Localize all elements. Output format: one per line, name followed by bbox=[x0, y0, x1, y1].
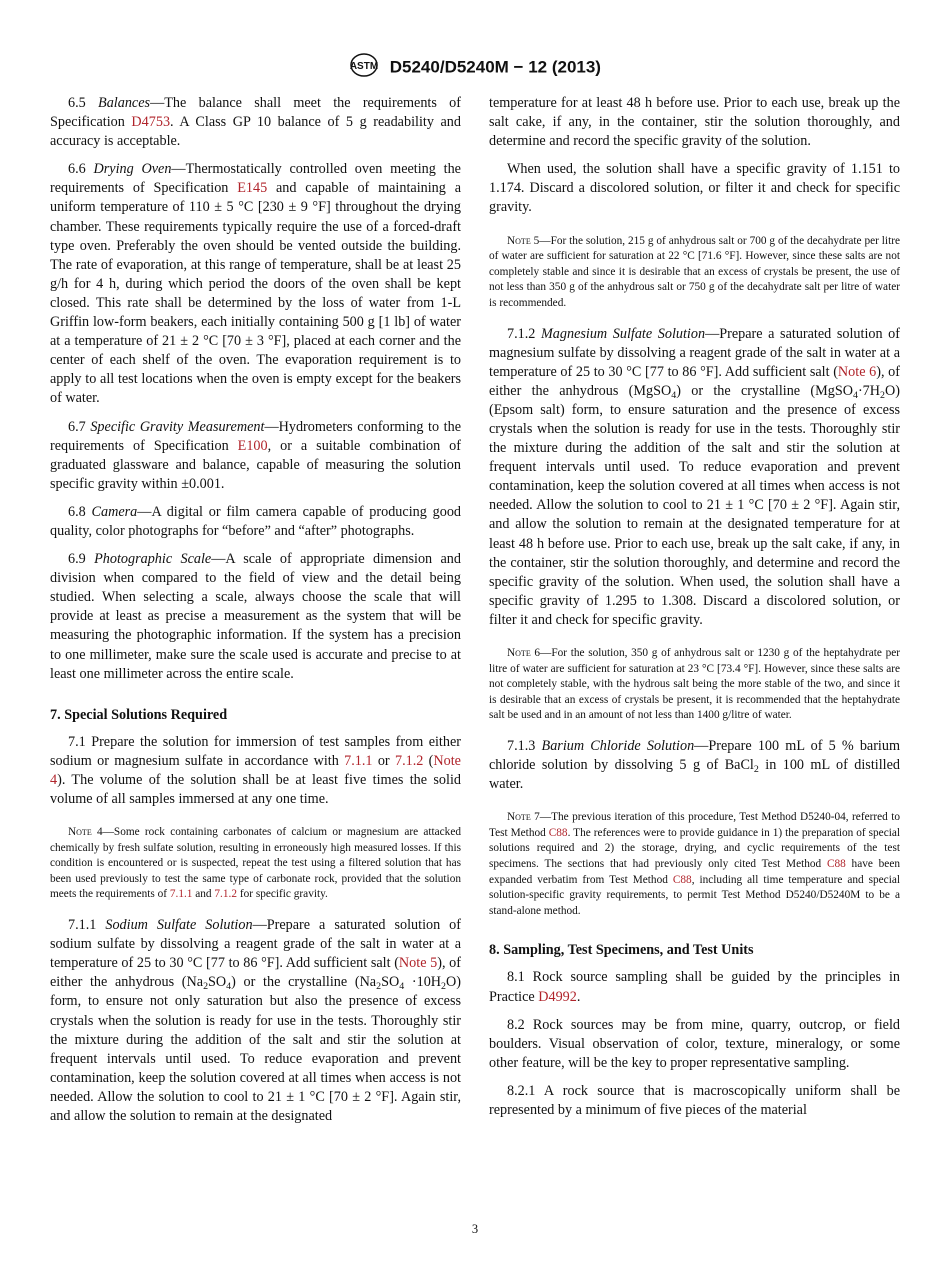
paragraph bbox=[489, 968, 900, 1006]
italic-title: Photographic Scale bbox=[94, 551, 212, 568]
text: SO bbox=[381, 974, 400, 991]
italic-title: Drying Oven bbox=[93, 161, 172, 178]
text: , or a suitable combination of graduated glassware and balance, capable of measuring the solution specific gravity within ±0.001. bbox=[50, 437, 461, 492]
text: 6.8 bbox=[68, 503, 92, 520]
reference-link[interactable]: 7.1.2 bbox=[394, 752, 424, 769]
paragraph bbox=[50, 418, 461, 494]
paragraph bbox=[489, 160, 900, 217]
text: for specific gravity. bbox=[237, 888, 328, 901]
reference-link[interactable]: E100 bbox=[237, 437, 268, 454]
text: . The references were to provide guidance in 1) the preparation of special solutions required and 2) the storage, drying, and cyclic requirements of the test specimens. The sections that had previously only cited Test Method bbox=[489, 826, 900, 871]
note bbox=[489, 234, 900, 312]
text: ) or the crystalline (MgSO bbox=[676, 382, 853, 399]
section-heading bbox=[489, 941, 900, 960]
paragraph bbox=[50, 550, 461, 684]
note-label: Note 7 bbox=[507, 811, 540, 824]
subscript: 2 bbox=[376, 981, 382, 993]
note bbox=[50, 825, 461, 903]
text: 8.2.1 A rock source that is macroscopically uniform shall be represented by a minimum of five pieces of the material bbox=[489, 1082, 900, 1118]
reference-link[interactable]: C88 bbox=[826, 858, 846, 871]
reference-link[interactable]: Note 5 bbox=[398, 955, 438, 972]
subscript: 4 bbox=[226, 981, 232, 993]
text: —Hydrometers conforming to the requirements of Specification bbox=[50, 418, 462, 454]
text: —Prepare a saturated solution of sodium sulfate by dissolving a reagent grade of the salt in water at a temperature of 25 to 30 °C [77 to 86 °F]. Add sufficient salt ( bbox=[50, 917, 462, 972]
text: ·10H bbox=[404, 974, 442, 991]
text: O) form, to ensure not only saturation but also the presence of excess crystals when the solution is ready for use in the tests. Thoroughly stir the mixture during the addition of the salt and stir the solution at frequent intervals until used. To reduce evaporation and prevent contamination, keep the solution covered at all times when access is not needed. Allow the solution to cool to 21 ± 1 °C [70 ± 2 °F]. Again stir, and allow the solution to remain at the designated bbox=[50, 974, 461, 1124]
text: —For the solution, 215 g of anhydrous salt or 700 g of the decahydrate per litre of water are sufficient for saturation at 22 °C [71.6 °F]. However, since these salts are not completely stable and since it is desirable that an excess of crystals be present, the use of not less than 350 g of the anhydrous salt or 750 g of the decahydrate salt per litre of water is recommended. bbox=[489, 234, 900, 309]
paragraph bbox=[489, 94, 900, 151]
reference-link[interactable]: D4992 bbox=[538, 988, 577, 1005]
reference-link[interactable]: C88 bbox=[548, 826, 568, 839]
text: 7.1 Prepare the solution for immersion of test samples from either sodium or magnesium sulfate in accordance with bbox=[50, 733, 461, 769]
reference-link[interactable]: Note 4 bbox=[50, 752, 461, 788]
text: —A digital or film camera capable of producing good quality, color photographs for “before” and “after” photographs. bbox=[50, 503, 462, 539]
subscript: 4 bbox=[852, 389, 858, 401]
reference-link[interactable]: C88 bbox=[672, 873, 692, 886]
reference-link[interactable]: 7.1.1 bbox=[169, 888, 193, 901]
reference-link[interactable]: D4753 bbox=[131, 114, 171, 131]
paragraph bbox=[489, 1016, 900, 1073]
paragraph bbox=[50, 733, 461, 809]
paragraph bbox=[489, 325, 900, 631]
text: 7.1.3 bbox=[507, 738, 542, 754]
paragraph bbox=[50, 503, 461, 541]
subscript: 2 bbox=[880, 389, 885, 401]
text: 8.2 Rock sources may be from mine, quarry, outcrop, or field boulders. Visual observation of color, texture, mineralogy, or some other feature, will be the key to proper representative sampling. bbox=[489, 1016, 900, 1071]
text: 8.1 Rock source sampling shall be guided by the principles in Practice bbox=[489, 969, 900, 1005]
page-number: 3 bbox=[471, 1222, 479, 1236]
text: —Prepare a saturated solution of magnesium sulfate by dissolving a reagent grade of the salt in water at a temperature of 25 to 30 °C [77 to 86 °F]. Add sufficient salt ( bbox=[489, 325, 900, 380]
text: —Thermostatically controlled oven meeting the requirements of Specification bbox=[50, 161, 461, 197]
text: or bbox=[372, 752, 395, 769]
italic-title: Balances bbox=[98, 95, 151, 111]
note bbox=[489, 646, 900, 724]
text: 8. Sampling, Test Specimens, and Test Units bbox=[489, 942, 754, 959]
document-title: D5240/D5240M − 12 (2013) bbox=[389, 57, 601, 77]
text: ). The volume of the solution shall be at least five times the solid volume of all samples immersed at any one time. bbox=[50, 771, 461, 807]
paragraph bbox=[489, 1082, 900, 1120]
text: ) or the crystalline (Na bbox=[231, 974, 377, 991]
paragraph bbox=[50, 916, 461, 1126]
text: ·7H bbox=[857, 382, 881, 399]
text: . bbox=[576, 988, 581, 1005]
text: —The balance shall meet the requirements of Specification bbox=[50, 95, 461, 131]
text: 7. Special Solutions Required bbox=[50, 706, 228, 723]
text: . A Class GP 10 balance of 5 g readability and accuracy is acceptable. bbox=[50, 114, 461, 150]
text: ), of either the anhydrous (Na bbox=[50, 955, 461, 991]
paragraph bbox=[50, 94, 461, 151]
note-label: Note 6 bbox=[507, 647, 541, 660]
section-heading bbox=[50, 706, 461, 725]
text: in 100 mL of distilled water. bbox=[489, 757, 900, 793]
text: —Some rock containing carbonates of calcium or magnesium are attacked chemically by fresh sulfate solution, resulting in erroneously high measured losses. If this condition is encountered or is suspected, repeat the test using a filtered solution that has been used previously to test the same type of carbonate rock, provided that the solution meets the requirements of bbox=[50, 826, 461, 901]
text: —Prepare 100 mL of 5 % barium chloride solution by dissolving 5 g of BaCl bbox=[489, 738, 901, 774]
text: ), of either the anhydrous (MgSO bbox=[489, 363, 900, 399]
italic-title: Camera bbox=[91, 503, 138, 520]
text: SO bbox=[208, 974, 227, 991]
subscript: 2 bbox=[753, 764, 759, 776]
reference-link[interactable]: E145 bbox=[237, 180, 268, 197]
subscript: 4 bbox=[671, 389, 677, 401]
text: —The previous iteration of this procedure, Test Method D5240-04, referred to Test Method bbox=[489, 811, 901, 839]
italic-title: Magnesium Sulfate Solution bbox=[540, 325, 706, 342]
text: 7.1.2 bbox=[507, 325, 541, 342]
reference-link[interactable]: 7.1.1 bbox=[344, 752, 373, 769]
right-column bbox=[489, 94, 900, 1129]
text: —A scale of appropriate dimension and division when compared to the field of view and the detail being studied. When selecting a scale, always choose the scale that will provide at least as precise a measurement as the system that will be measuring the photographic information. If the system has a precision to one millimeter, make sure the scale used is accurate and precise to at least one millimeter across the entire scale. bbox=[50, 551, 461, 682]
text: 6.7 bbox=[68, 418, 91, 435]
note bbox=[489, 810, 900, 919]
text: 6.6 bbox=[68, 161, 94, 178]
italic-title: Specific Gravity Measurement bbox=[90, 418, 265, 435]
paragraph bbox=[50, 160, 461, 408]
reference-link[interactable]: Note 6 bbox=[837, 363, 877, 380]
subscript: 4 bbox=[399, 981, 405, 993]
text: , including all time temperature and special solution-specific gravity requirements, to permit Test Method D5240/D5240M to be a stand-alone method. bbox=[489, 873, 900, 917]
italic-title: Sodium Sulfate Solution bbox=[105, 917, 253, 934]
text: —For the solution, 350 g of anhydrous salt or 1230 g of the heptahydrate per litre of water are sufficient for saturation at 23 °C [73.4 °F]. However, since these salts are not completely stable, with the hydrous salt being the more stable of the two, and since it is desirable that an excess of crystals be present, it is recommended that the heptahydrate salt be used and in an amount of not less than 1400 g/litre of water. bbox=[489, 647, 900, 722]
text: have been expanded verbatim from Test Method bbox=[489, 858, 900, 886]
text: When used, the solution shall have a specific gravity of 1.151 to 1.174. Discard a discolored solution, or filter it and check for specific gravity. bbox=[489, 161, 900, 216]
svg-text:ASTM: ASTM bbox=[349, 61, 379, 72]
subscript: 2 bbox=[441, 981, 446, 993]
text: O) (Epsom salt) form, to ensure saturation and the presence of excess crystals when the solution is ready for use in the tests. Thoroughly stir the mixture during the addition of the salt and stir the solution at frequent intervals until used. To reduce evaporation and prevent contamination, keep the solution covered at all times when access is not needed. Allow the solution to cool to 21 ± 1 °C [70 ± 2 °F]. Again stir, and allow the solution to remain at the designated temperature for at least 48 h before use. Prior to each use, break up the salt cake, if any, in the container, stir the solution thoroughly, and determine and record the specific gravity of the solution. When used, the solution shall have a specific gravity of 1.295 to 1.308. Discard a discolored solution, or filter it and check for specific gravity. bbox=[489, 382, 900, 628]
text: and bbox=[192, 888, 215, 901]
text: and capable of maintaining a uniform temperature of 110 ± 5 °C [230 ± 9 °F] throughout the drying chamber. These requirements typically require the use of a forced-draft type oven. Preferably the oven should be vented outside the building. The rate of evaporation, at this range of temperature, shall be at least 25 g/h for 4 h, during which period the doors of the oven shall be kept closed. This rate shall be determined by the loss of water from 1-L Griffin low-form beakers, each initially containing 500 g [1 lb] of water at a temperature of 21 ± 2 °C [70 ± 3 °F], placed at each corner and the center of each shelf of the oven. The evaporation requirement is to apply to all test locations when the oven is empty except for the beakers of water. bbox=[50, 180, 461, 407]
left-column bbox=[50, 94, 461, 1135]
reference-link[interactable]: 7.1.2 bbox=[214, 888, 237, 901]
text: ( bbox=[423, 752, 434, 769]
text: temperature for at least 48 h before use. Prior to each use, break up the salt cake, if any, in the container, stir the solution thoroughly, and determine and record the specific gravity of the solution. bbox=[489, 95, 900, 150]
text: 7.1.1 bbox=[68, 917, 106, 934]
subscript: 2 bbox=[203, 981, 209, 993]
text: 6.9 bbox=[68, 551, 95, 568]
italic-title: Barium Chloride Solution bbox=[541, 738, 695, 754]
astm-logo-icon bbox=[349, 52, 379, 83]
text: 6.5 bbox=[68, 95, 99, 111]
note-label: Note 5 bbox=[507, 234, 540, 247]
page-header bbox=[0, 52, 950, 83]
note-label: Note 4 bbox=[68, 826, 103, 839]
paragraph bbox=[489, 737, 900, 794]
